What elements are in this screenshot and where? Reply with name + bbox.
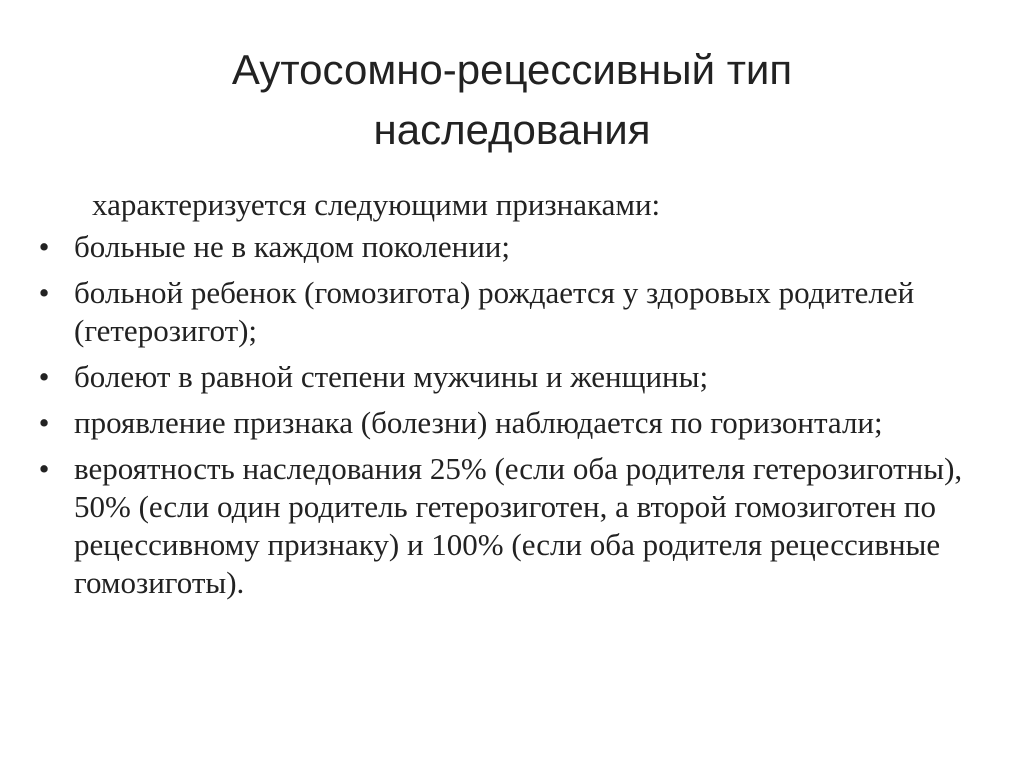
list-item: [34, 450, 994, 602]
bullet-text: болеют в равной степени мужчины и женщины;: [74, 359, 709, 394]
bullet-icon: •: [38, 451, 50, 486]
bullet-icon: •: [38, 359, 50, 394]
bullet-text: больной ребенок (гомозигота) рождается у здоровых родителей (гетерозигот);: [74, 275, 915, 348]
intro-text: характеризуется следующими признаками:: [92, 187, 661, 222]
slide-title: [0, 40, 1024, 160]
bullet-icon: •: [38, 229, 50, 264]
bullet-list: [34, 228, 994, 602]
bullet-text: больные не в каждом поколении;: [74, 229, 510, 264]
bullet-text: проявление признака (болезни) наблюдается по горизонтали;: [74, 405, 883, 440]
slide-body: [34, 186, 994, 610]
bullet-icon: •: [38, 275, 50, 310]
list-item: [34, 274, 994, 350]
list-item: [34, 228, 994, 266]
slide-title-line-2: наследования: [373, 106, 651, 153]
slide-title-line-1: Аутосомно-рецессивный тип: [231, 46, 793, 93]
bullet-icon: •: [38, 405, 50, 440]
bullet-text: вероятность наследования 25% (если оба родителя гетерозиготны), 50% (если один родитель гетерозиготен, а второй гомозиготен по рецессивному признаку) и 100% (если оба родителя рецессивные гомозиготы).: [74, 451, 963, 600]
list-item: [34, 358, 994, 396]
list-item: [34, 404, 994, 442]
